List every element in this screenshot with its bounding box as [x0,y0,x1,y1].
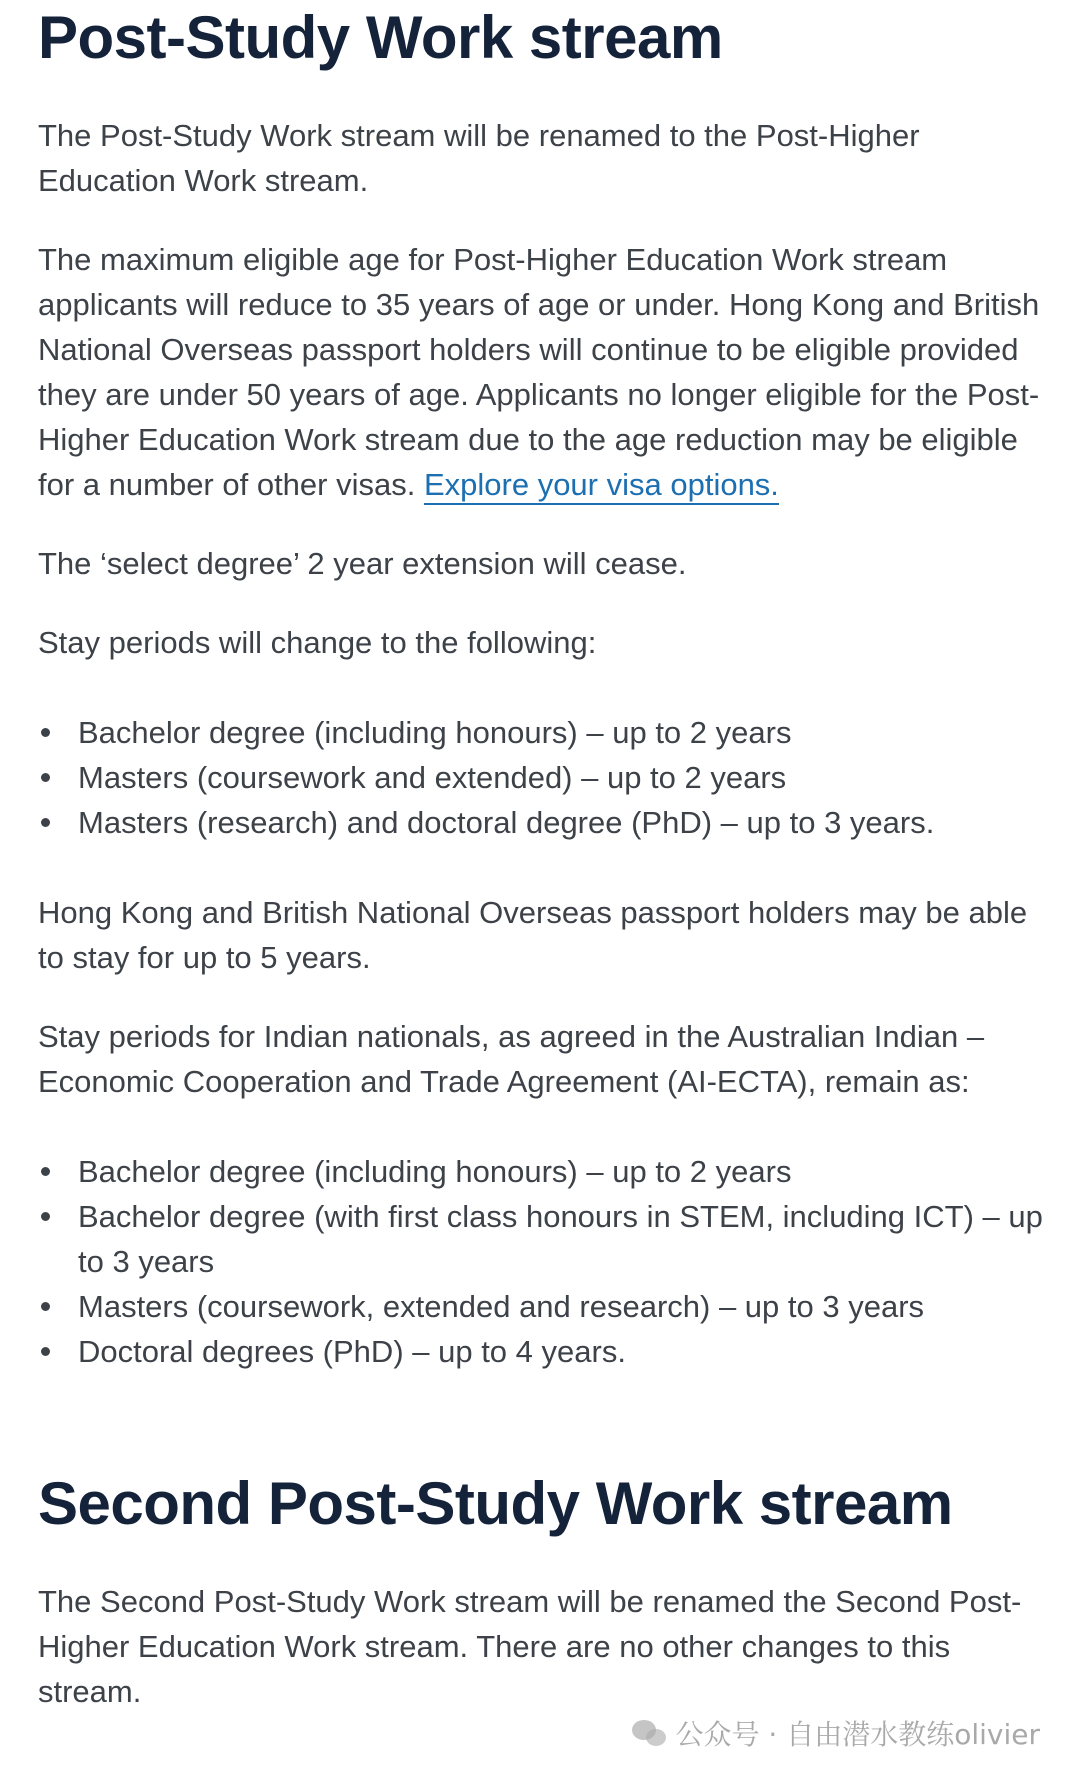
paragraph-rename: The Post-Study Work stream will be renamed to the Post-Higher Education Work stream. [38,118,920,198]
watermark [632,1713,1040,1753]
paragraph-age-text: The maximum eligible age for Post-Higher Education Work stream applicants will reduce to 35 years of age or under. Hong Kong and British National Overseas passport holders will continue to be eligible provided they are under 50 years of age. Applicants no longer eligible for the Post-Higher Education Work stream due to the age reduction may be eligible for a number of other visas. [38,242,1040,502]
explore-visa-options-link[interactable]: Explore your visa options. [424,467,779,505]
wechat-icon [632,1718,668,1748]
section-heading-post-study: Post-Study Work stream [38,4,723,71]
list-item-text: Doctoral degrees (PhD) – up to 4 years. [78,1334,626,1369]
paragraph-hk-bno: Hong Kong and British National Overseas passport holders may be able to stay for up to 5 years. [38,895,1028,975]
list-item [38,1284,1048,1329]
paragraph-second-rename: The Second Post-Study Work stream will be renamed the Second Post-Higher Education Work stream. There are no other changes to this stream. [38,1584,1022,1709]
list-item [38,755,1048,800]
bullet-icon [41,1167,50,1176]
list-item-text: Masters (research) and doctoral degree (PhD) – up to 3 years. [78,805,935,840]
list-item-text: Masters (coursework and extended) – up to 2 years [78,760,787,795]
watermark-text: 公众号 · 自由潜水教练olivier [675,1718,1040,1751]
list-item [38,1329,1048,1374]
list-item-text: Bachelor degree (including honours) – up to 2 years [78,715,792,750]
list-item [38,800,1048,845]
stay-period-list [38,710,1048,845]
indian-stay-period-list [38,1149,1048,1374]
paragraph-stay-periods: Stay periods will change to the following: [38,625,597,660]
bullet-icon [41,773,50,782]
bullet-icon [41,818,50,827]
bullet-icon [41,1302,50,1311]
list-item [38,1194,1048,1284]
list-item-text: Bachelor degree (with first class honours in STEM, including ICT) – up to 3 years [78,1199,1043,1279]
paragraph-indian-nationals: Stay periods for Indian nationals, as agreed in the Australian Indian – Economic Cooperation and Trade Agreement (AI-ECTA), remain as: [38,1019,985,1099]
list-item-text: Masters (coursework, extended and research) – up to 3 years [78,1289,925,1324]
list-item [38,710,1048,755]
list-item [38,1149,1048,1194]
bullet-icon [41,1212,50,1221]
bullet-icon [41,728,50,737]
list-item-text: Bachelor degree (including honours) – up to 2 years [78,1154,792,1189]
bullet-icon [41,1347,50,1356]
paragraph-age [38,237,1048,507]
article-content [38,0,1048,1714]
paragraph-select-degree: The ‘select degree’ 2 year extension will cease. [38,546,687,581]
section-heading-second-post-study: Second Post-Study Work stream [38,1470,953,1537]
